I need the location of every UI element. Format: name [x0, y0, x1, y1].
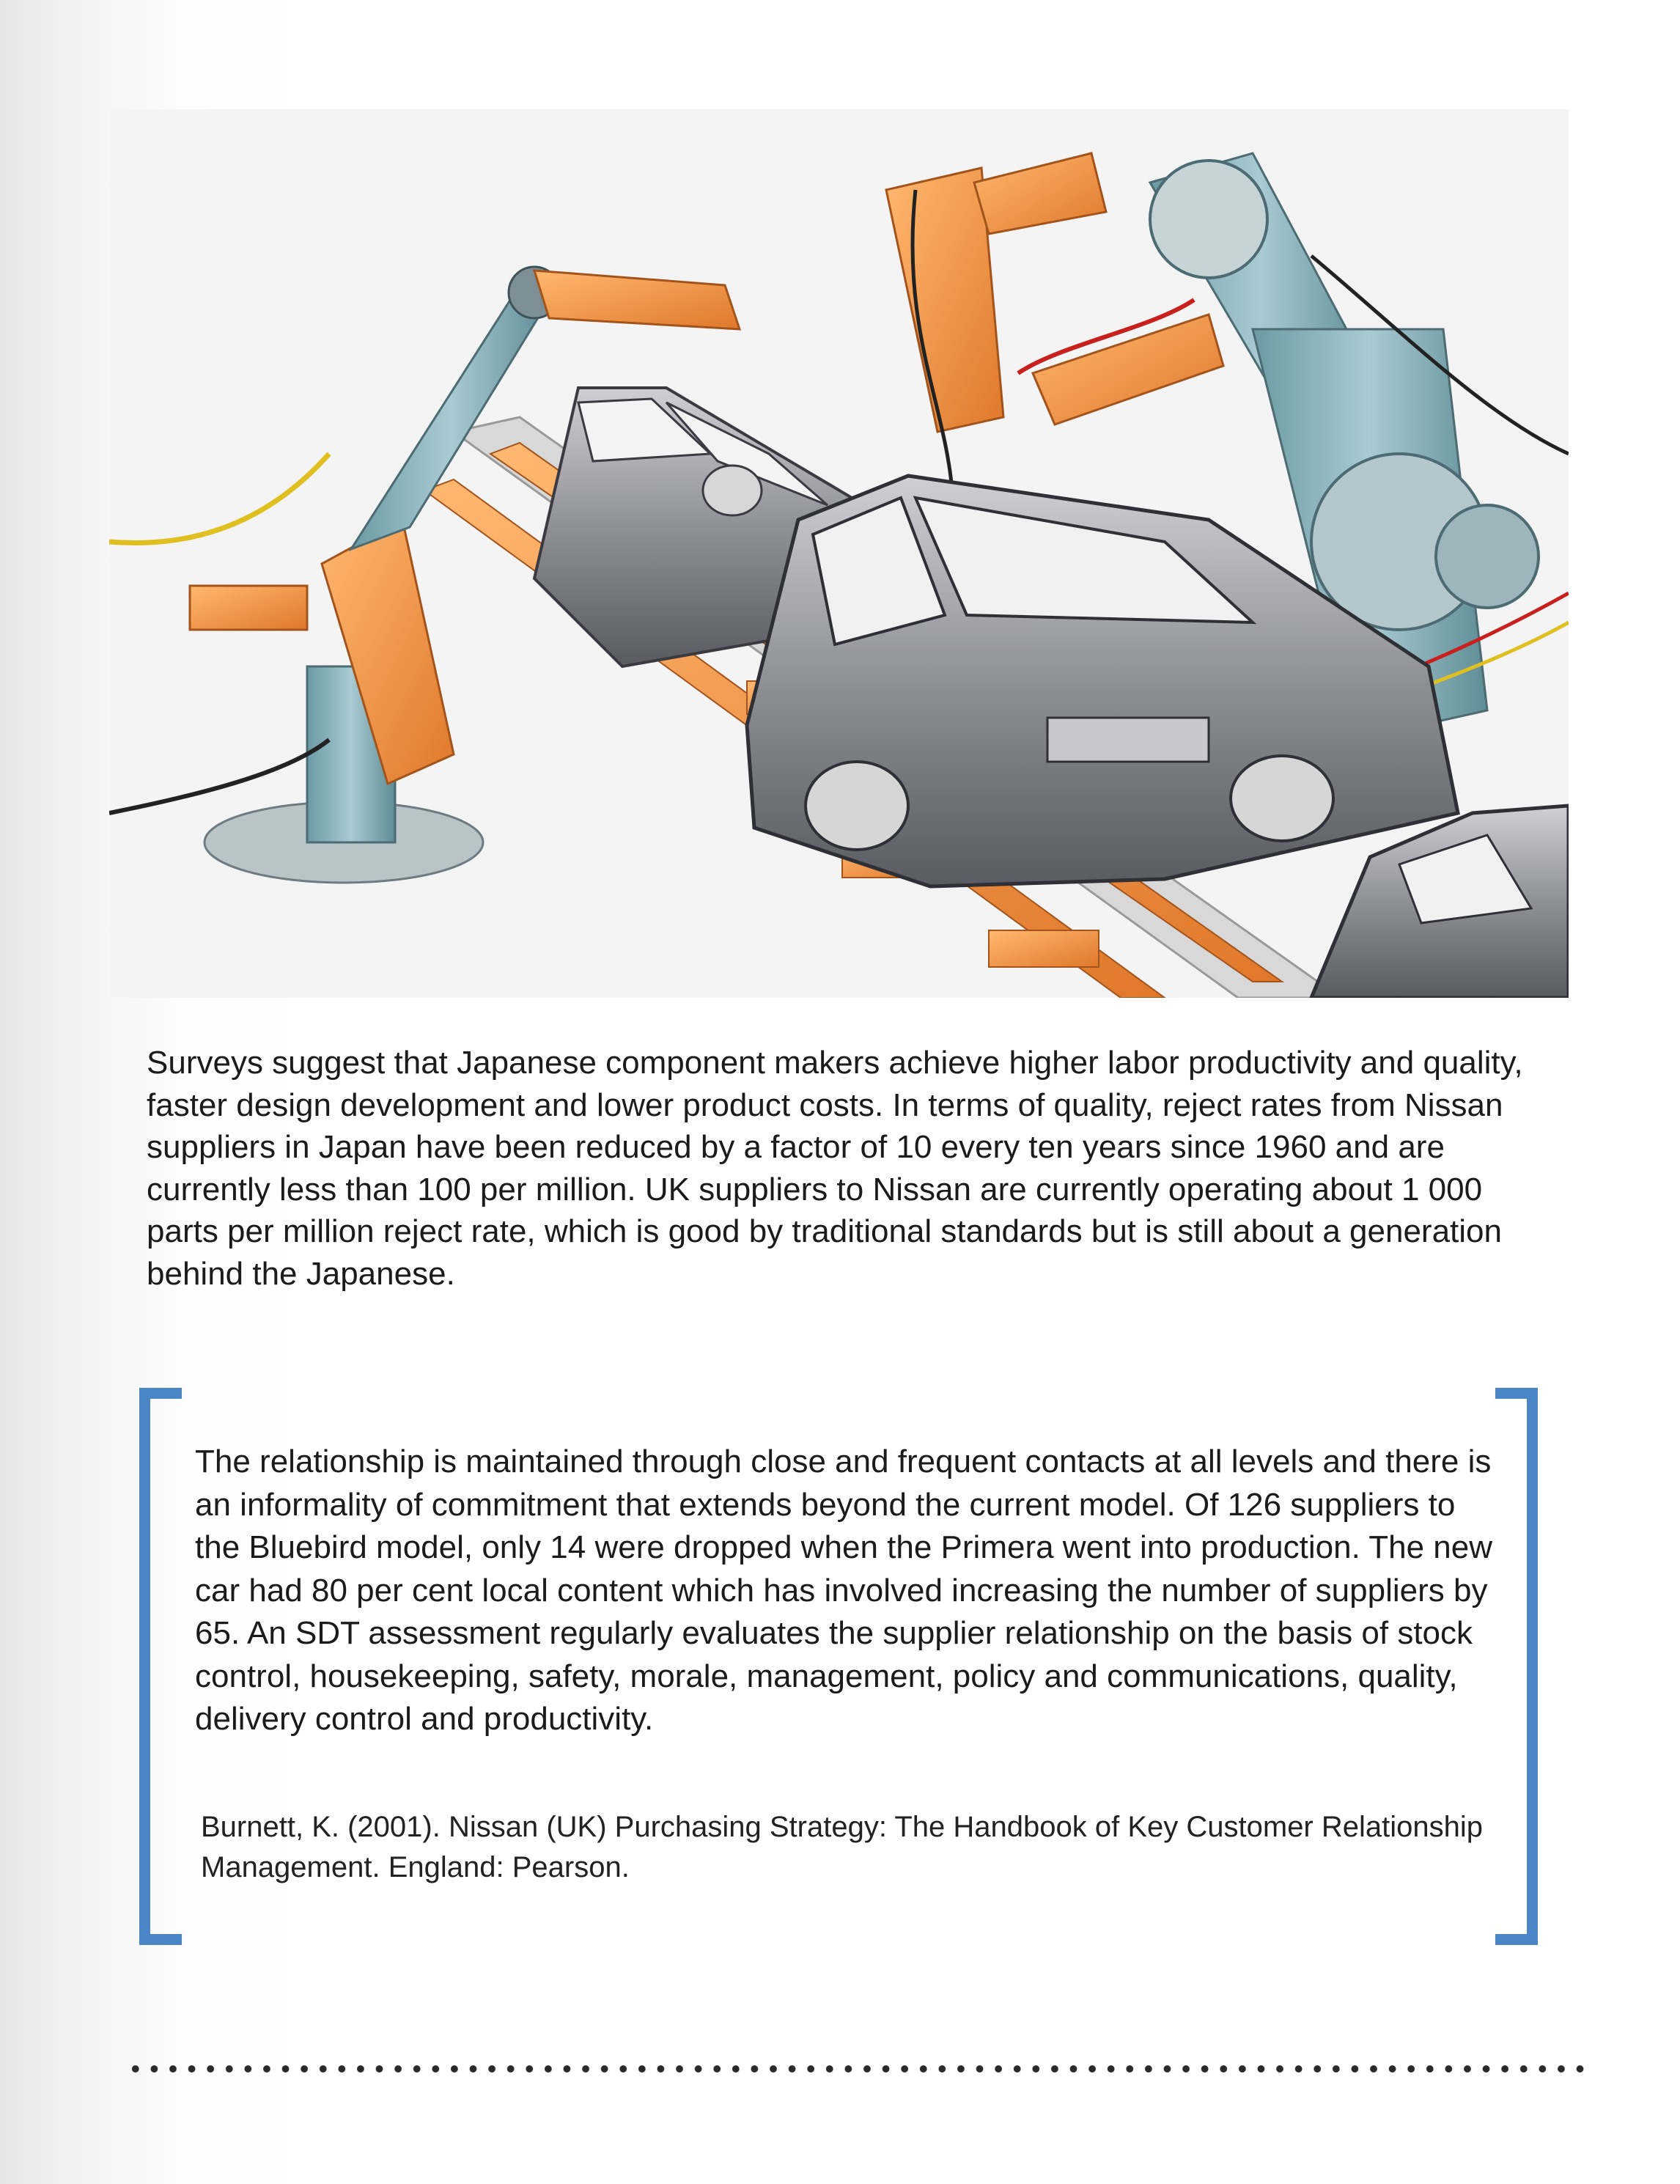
quote-citation: Burnett, K. (2001). Nissan (UK) Purchasing Strategy: The Handbook of Key Customer Relationship Management. England: Pearson.	[201, 1811, 1484, 1883]
intro-paragraph: Surveys suggest that Japanese component makers achieve higher labor productivity and quality, faster design development and lower product costs. In terms of quality, reject rates from Nissan suppliers in Japan have been reduced by a factor of 10 every ten years since 1960 and are currently less than 100 per million. UK suppliers to Nissan are currently operating about 1 000 parts per million reject rate, which is good by traditional standards but is still about a generation behind the Japanese.	[147, 1045, 1523, 1292]
dotted-divider	[126, 2065, 1591, 2073]
illustration-svg	[109, 109, 1569, 998]
quote-block	[139, 1388, 1538, 1945]
right-bracket	[1495, 1388, 1538, 1945]
quote-text: The relationship is maintained through close and frequent contacts at all levels and there is an informality of commitment that extends beyond the current model. Of 126 suppliers to the Bluebird model, only 14 were dropped when the Primera went into production. The new car had 80 per cent local content which has involved increasing the number of suppliers by 65. An SDT assessment regularly evaluates the supplier relationship on the basis of stock control, housekeeping, safety, morale, management, policy and communications, quality, delivery control and productivity.	[195, 1444, 1493, 1737]
left-bracket	[139, 1388, 182, 1945]
assembly-line-illustration	[109, 109, 1569, 998]
